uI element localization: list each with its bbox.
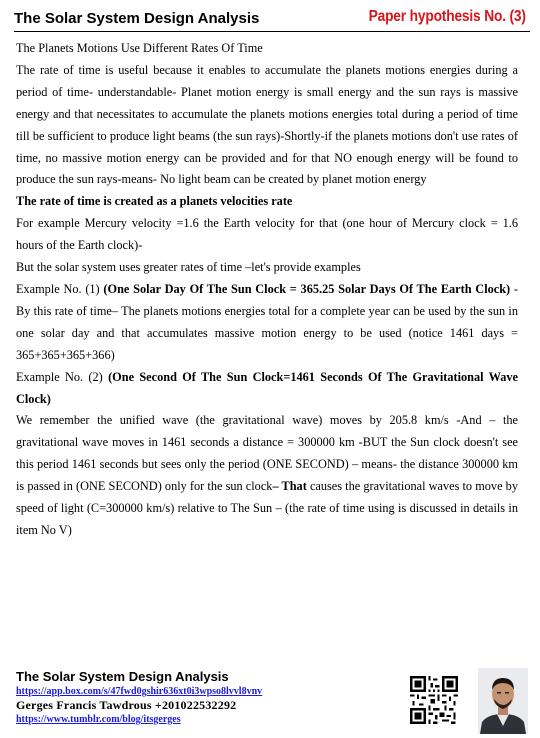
example-1-text: -By this rate of time– The planets motions energies total for a complete year can be used by the sun in one solar day and that accumulates massive motion energy to be used (notice 1461 days = 365+365+365+366) [16, 281, 519, 362]
footer-title: The Solar System Design Analysis [16, 669, 229, 684]
page-footer [16, 666, 526, 736]
section-subtitle: The Planets Motions Use Different Rates Of Time [16, 41, 263, 55]
gravitational-wave-text: We remember the unified wave (the gravitational wave) moves by 205.8 km/s -And – the gravitational wave moves in 1461 seconds a distance = 300000 km -BUT the Sun clock doesn't see this period 1461 seconds but sees only the period (ONE SECOND) – means- the distance 300000 km is passed in (ONE SECOND) only for the sun clock [16, 413, 518, 494]
paragraph-mercury-example: For example Mercury velocity =1.6 the Earth velocity for that (one hour of Mercury clock = 1.6 hours of the Earth clock)- [16, 216, 518, 253]
paragraph-gravitational-wave [16, 410, 518, 541]
paragraph-rate-of-time: The rate of time is useful because it enables to accumulate the planets motions energies during a period of time- understandable- Planet motion energy is small energy and the sun rays is massive energy and that necessitates to accumulate the planets motions energies total during a period of time till be sufficient to produce light beams (the sun rays)-Shortly-if the planets motions don't use rates of time, no massive motion energy can be provided and for that NO enough energy will be found to produce the sun rays-means- No light beam can be created by planet motion energy [16, 62, 518, 187]
example-1-prefix: Example No. (1) [16, 281, 104, 296]
author-photo [478, 668, 528, 734]
box-link[interactable]: https://app.box.com/s/47fwd0gshir636xt0i3wpso8lvvl8vnv [16, 686, 263, 697]
paragraph-greater-rates: But the solar system uses greater rates of time –let's provide examples [16, 260, 361, 275]
tumblr-link[interactable]: https://www.tumblr.com/blog/itsgerges [16, 714, 181, 725]
header-title: The Solar System Design Analysis [14, 10, 260, 27]
qr-code-icon [410, 676, 458, 724]
author-contact: Gerges Francis Tawdrous +201022532292 [16, 698, 237, 712]
paragraph-example-2 [16, 367, 518, 411]
hypothesis-label: Paper hypothesis No. (3) [368, 8, 526, 25]
section-heading-velocities: The rate of time is created as a planets velocities rate [16, 194, 293, 209]
page-header [14, 8, 530, 32]
document-body [16, 38, 518, 542]
gravitational-wave-emphasis: – That [272, 479, 307, 494]
example-2-prefix: Example No. (2) [16, 369, 109, 384]
example-1-statement: (One Solar Day Of The Sun Clock = 365.25 Solar Days Of The Earth Clock) [103, 281, 511, 296]
example-2-statement: (One Second Of The Sun Clock=1461 Seconds Of The Gravitational Wave Clock) [16, 369, 518, 406]
gravitational-wave-conclusion: causes the gravitational waves to move by speed of light (C=300000 km/s) relative to The Sun – (the rate of time using is discussed in details in item No V) [16, 479, 518, 537]
paragraph-example-1 [16, 279, 518, 367]
